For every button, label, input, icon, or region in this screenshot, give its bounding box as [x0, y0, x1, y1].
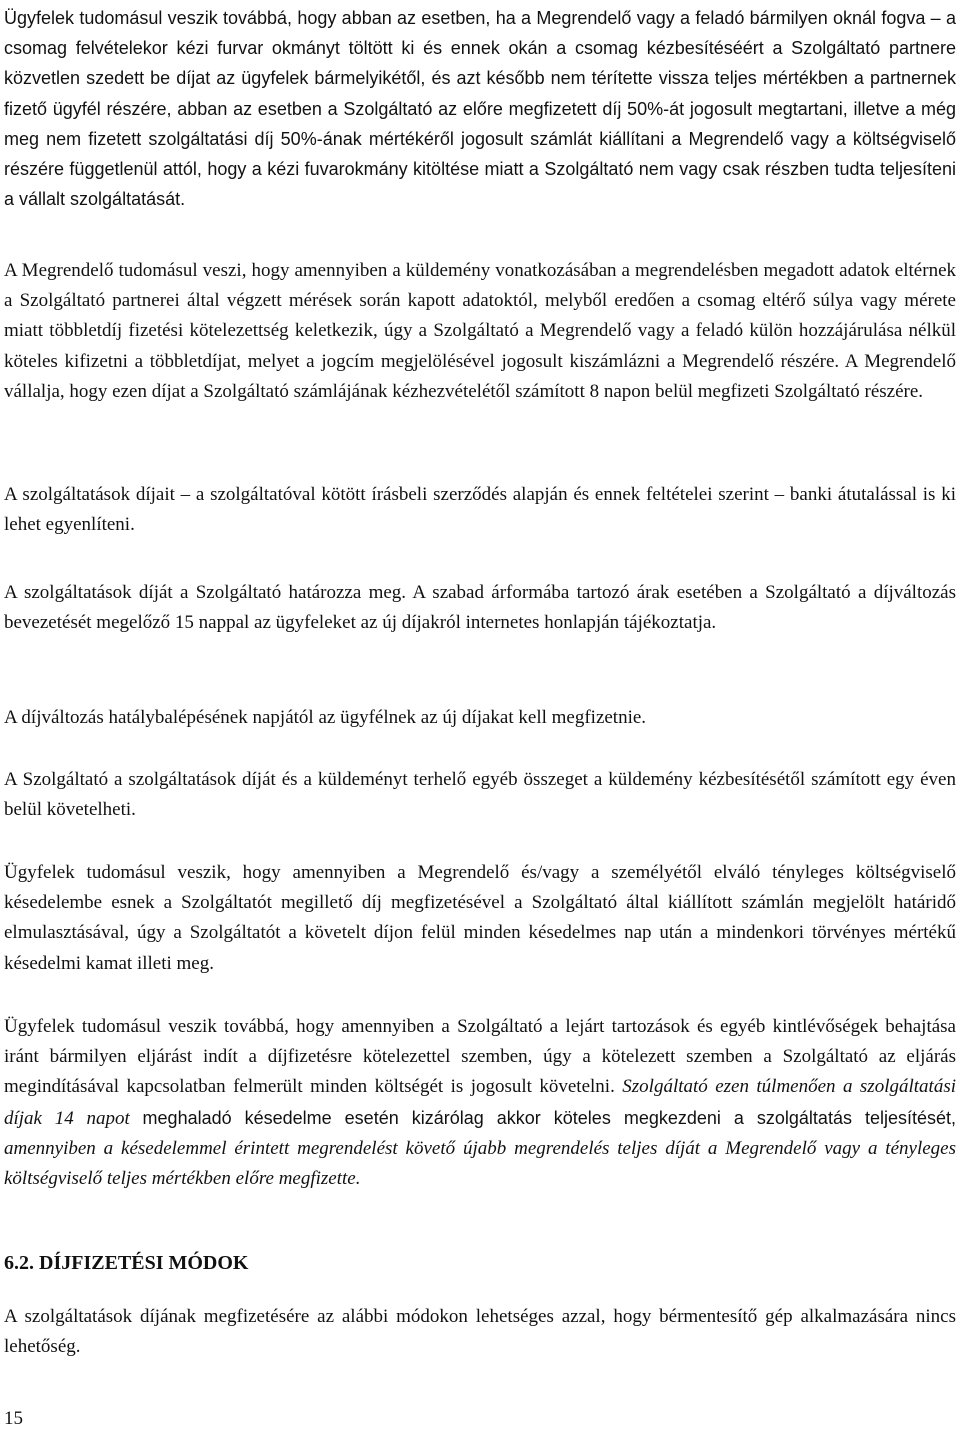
paragraph-late-interest: Ügyfelek tudomásul veszik, hogy amennyiben a Megrendelő és/vagy a személyétől elváló tényleges költségviselő késedelembe esnek a Szolgáltatót megillető díj megfizetésével a Szolgáltató által kiállított számlán megjelölt határidő elmulasztásával, úgy a Szolgáltatót a követelt díjon felül minden késedelmes nap után a mindenkori törvényes mértékű késedelmi kamat illeti meg. [4, 862, 956, 974]
paragraph-payment-methods: A szolgáltatások díjának megfizetésére az alábbi módokon lehetséges azzal, hogy bérmentesítő gép alkalmazására nincs lehetőség. [4, 1306, 956, 1358]
section-heading: 6.2. DÍJFIZETÉSI MÓDOK [4, 1252, 249, 1274]
collection-costs-italic-1: Szolgáltató ezen túlmenően a szolgáltatási díjak 14 napot [4, 1076, 956, 1129]
paragraph-price-setting: A szolgáltatások díját a Szolgáltató határozza meg. A szabad árformába tartozó árak esetében a Szolgáltató a díjváltozás bevezetését megelőző 15 nappal az ügyfeleket az új díjakról internetes honlapján tájékoztatja. [4, 582, 956, 634]
paragraph-bank-transfer: A szolgáltatások díjait – a szolgáltatóval kötött írásbeli szerződés alapján és ennek feltételei szerint – banki átutalással is ki lehet egyenlíteni. [4, 484, 956, 536]
page-number: 15 [4, 1408, 23, 1429]
paragraph-extra-fee: A Megrendelő tudomásul veszi, hogy amennyiben a küldemény vonatkozásában a megrendelésben megadott adatok eltérnek a Szolgáltató partnerei által végzett mérések során kapott adatoktól, melyből eredően a csomag eltérő súlya vagy mérete miatt többletdíj fizetési kötelezettség keletkezik, úgy a Szolgáltató a Megrendelő vagy a feladó külön hozzájárulása nélkül köteles kifizetni a többletdíjat, melyet a jogcím megjelölésével jogosult kiszámlázni a Megrendelő részére. A Megrendelő vállalja, hogy ezen díjat a Szolgáltató számlájának kézhezvételétől számított 8 napon belül megfizeti Szolgáltató részére. [4, 260, 956, 402]
collection-costs-italic-2: amennyiben a késedelemmel érintett megrendelést követő újabb megrendelés teljes díját a Megrendelő vagy a tényleges költségviselő teljes mértékben előre megfizette. [4, 1137, 956, 1190]
paragraph-billing-manual-waybill: Ügyfelek tudomásul veszik továbbá, hogy abban az esetben, ha a Megrendelő vagy a feladó bármilyen oknál fogva – a csomag felvételekor kézi furvar okmányt töltött ki és ennek okán a csomag kézbesítéséért a Szolgáltató partnere közvetlen szedett be díjat az ügyfelek bármelyikétől, és azt később nem térítette vissza teljes mértékben a partnernek fizető ügyfél részére, abban az esetben a Szolgáltató az előre megfizetett díj 50%-át jogosult megtartani, illetve a még meg nem fizetett szolgáltatási díj 50%-ának mértékéről jogosult számlát kiállítani a Megrendelő vagy a költségviselő részére függetlenül attól, hogy a kézi fuvarokmány kitöltése miatt a Szolgáltató nem vagy csak részben tudta teljesíteni a vállalt szolgáltatását. [4, 8, 956, 210]
collection-costs-text: Ügyfelek tudomásul veszik továbbá, hogy amennyiben a Szolgáltató a lejárt tartozások és egyéb kintlévőségek behajtása iránt bármilyen eljárást indít a díjfizetésre kötelezettel szemben, úgy a kötelezett szemben a Szolgáltató az eljárás megindításával kapcsolatban felmerült minden költségét is jogosult követelni. [4, 1016, 956, 1098]
collection-costs-mid: meghaladó késedelme esetén kizárólag akkor köteles megkezdeni a szolgáltatás teljesítését, [142, 1107, 957, 1128]
paragraph-claim-period: A Szolgáltató a szolgáltatások díját és a küldeményt terhelő egyéb összeget a küldemény kézbesítésétől számított egy éven belül követelheti. [4, 769, 956, 821]
paragraph-collection-costs [4, 1012, 956, 1194]
paragraph-price-change-effective: A díjváltozás hatálybalépésének napjától az ügyfélnek az új díjakat kell megfizetnie. [4, 707, 647, 728]
